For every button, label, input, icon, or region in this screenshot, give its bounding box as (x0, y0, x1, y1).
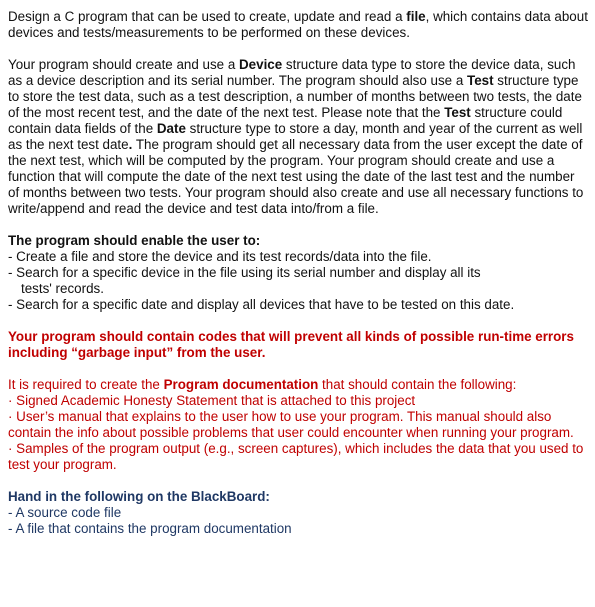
doc-item-samples: · Samples of the program output (e.g., screen captures), which includes the data that you used to test your program. (8, 441, 584, 472)
structure-paragraph (8, 57, 588, 217)
para2-text-4: structure could contain data fields of the (8, 105, 563, 136)
enable-item-create: - Create a file and store the device and its test records/data into the file. (8, 249, 432, 264)
documentation-text-1: It is required to create the (8, 377, 164, 392)
para2-text-3: structure type to store the test data, such as a test description, a number of months between two tests, the date of the most recent test, and the date of the next test. Please note that the (8, 73, 582, 120)
para2-text-2: structure data type to store the device data, such as a device description and its serial number. The program should also use a (8, 57, 576, 88)
para2-text-6: The program should get all necessary data from the user except the date of the next test, which will be computed by the program. Your program should create and use a function that will compute the date of the next test using the date of the last test and the number of months between two tests. Your program should also create and use all necessary functions to write/append and read the device and test data into/from a file. (8, 137, 584, 216)
enable-heading (8, 233, 588, 249)
bold-test-2: Test (444, 105, 471, 120)
bold-test: Test (467, 73, 494, 88)
enable-item-search-date: - Search for a specific date and display all devices that have to be tested on this date. (8, 297, 515, 312)
handin-item-source: - A source code file (8, 505, 122, 520)
runtime-error-warning (8, 329, 588, 361)
bold-period: . (128, 137, 133, 152)
handin-item-documentation: - A file that contains the program documentation (8, 521, 292, 536)
intro-bold-file: file (406, 9, 426, 24)
bold-program-documentation: Program documentation (163, 377, 319, 392)
warning-text: Your program should contain codes that will prevent all kinds of possible run-time errors including “garbage input” from the user. (8, 329, 574, 360)
bold-device: Device (239, 57, 283, 72)
intro-text-1: Design a C program that can be used to create, update and read a (8, 9, 407, 24)
intro-text-2: , which contains data about devices and tests/measurements to be performed on these devices. (8, 9, 588, 40)
doc-item-honesty: · Signed Academic Honesty Statement that is attached to this project (8, 393, 416, 408)
handin-heading-text: Hand in the following on the BlackBoard: (8, 489, 270, 504)
para2-text-5: structure type to store a day, month and year of the current as well as the next test date (8, 121, 583, 152)
doc-item-users-manual: · User’s manual that explains to the user how to use your program. This manual should also contain the info about possible problems that user could encounter when running your program. (8, 409, 574, 440)
enable-item-search-serial-cont: tests' records. (21, 281, 104, 296)
intro-paragraph (8, 9, 588, 41)
enable-heading-text: The program should enable the user to: (8, 233, 261, 248)
document-body (8, 9, 588, 537)
bold-date: Date (156, 121, 186, 136)
documentation-text-2: that should contain the following: (318, 377, 517, 392)
enable-item-search-serial: - Search for a specific device in the file using its serial number and display all its (8, 265, 481, 280)
handin-heading (8, 489, 588, 505)
para2-text-1: Your program should create and use a (8, 57, 240, 72)
documentation-intro (8, 377, 588, 393)
